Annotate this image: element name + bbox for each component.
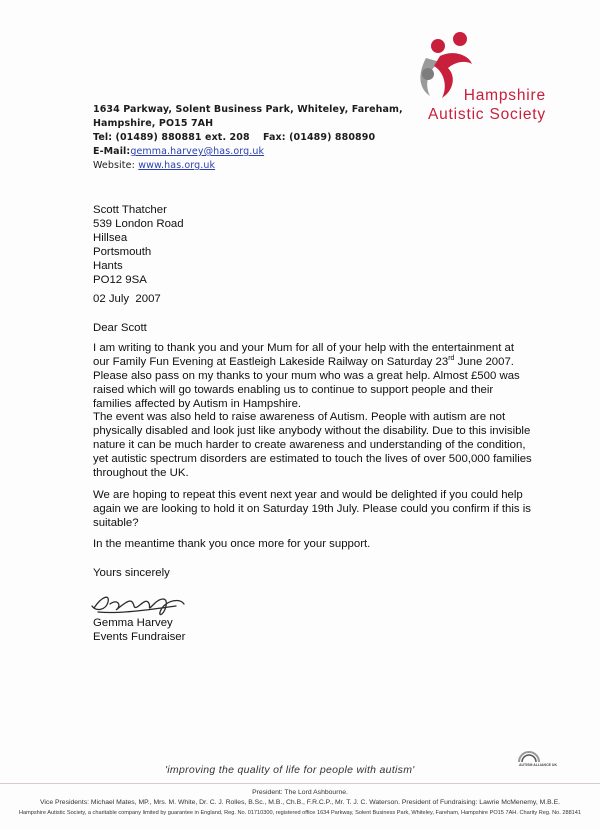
website-row <box>93 159 403 173</box>
signer-name: Gemma Harvey <box>93 617 173 629</box>
paragraph-4: In the meantime thank you once more for your support. <box>93 538 371 550</box>
email-row <box>93 145 403 159</box>
footer-divider <box>0 783 600 784</box>
fax: Fax: (01489) 880890 <box>263 132 376 143</box>
website-link[interactable]: www.has.org.uk <box>138 160 216 171</box>
telephone: Tel: (01489) 880881 ext. 208 <box>93 132 250 143</box>
closing: Yours sincerely <box>93 567 170 579</box>
email-label: E-Mail: <box>93 146 131 157</box>
organisation-name-line2: Autistic Society <box>428 106 546 123</box>
footer-president: President: The Lord Ashbourne. <box>252 789 348 796</box>
paragraph-1-part-a: I am writing to thank you and your Mum for all of your help with the entertainment at our Family Fun Evening at Eastleigh Lakeside Railway on Saturday 23 <box>93 342 515 368</box>
salutation: Dear Scott <box>93 322 147 334</box>
footer-vice-presidents: Vice Presidents: Michael Mates, MP., Mrs. M. White, Dr. C. J. Rolles, B.Sc., M.B., Ch.B., F.R.C.P., Mr. T. J. C. Waterson. President of Fundraising: Lawrie McMenemy, M.B.E. <box>40 799 560 806</box>
letter-date: 02 July 2007 <box>93 293 161 305</box>
footer-registration: Hampshire Autistic Society, a charitable company limited by guarantee in England, Reg. No. 01710300, registered office 1634 Parkway, Solent Business Park, Whiteley, Fareham, Hampshire PO15 7AH. Charity Reg. No. 288141 <box>18 810 582 816</box>
recipient-line-1: 539 London Road <box>93 218 184 230</box>
address-line-2: Hampshire, PO15 7AH <box>93 118 214 129</box>
recipient-line-2: Hillsea <box>93 232 128 244</box>
recipient-line-3: Portsmouth <box>93 246 152 258</box>
autism-alliance-label: AUTISM ALLIANCE UK <box>519 763 557 767</box>
contact-block <box>93 103 403 173</box>
signer-title: Events Fundraiser <box>93 631 186 643</box>
recipient-postcode: PO12 9SA <box>93 274 147 286</box>
signer-block <box>93 616 185 644</box>
email-link[interactable]: gemma.harvey@has.org.uk <box>130 146 265 157</box>
recipient-name: Scott Thatcher <box>93 204 167 216</box>
paragraph-1 <box>93 341 533 411</box>
paragraph-1-part-b: June 2007. Please also pass on my thanks to your mum who was a great help. Almost £500 was raised which will go towards enabling us to continue to support people and their families affected by Autism in Hampshire. <box>93 356 520 410</box>
recipient-line-4: Hants <box>93 260 123 272</box>
phone-fax-row <box>93 131 403 145</box>
paragraph-2: The event was also held to raise awareness of Autism. People with autism are not physically disabled and look just like anybody without the disability. Due to this invisible nature it can be much harder to create awareness and understanding of the condition, yet autistic spectrum disorders are estimated to touch the lives of over 500,000 families throughout the UK. <box>93 411 532 479</box>
address-line-1: 1634 Parkway, Solent Business Park, Whiteley, Fareham, <box>93 104 403 115</box>
organisation-name <box>428 86 546 124</box>
paragraph-3: We are hoping to repeat this event next year and would be delighted if you could help again we are looking to hold it on Saturday 19th July. Please could you confirm if this is suitable? <box>93 489 531 529</box>
organisation-name-line1: Hampshire <box>463 87 546 104</box>
tagline: 'improving the quality of life for people with autism' <box>165 764 415 776</box>
ordinal-suffix: rd <box>448 355 455 363</box>
website-label: Website: <box>93 160 135 171</box>
autism-alliance-logo <box>511 748 547 774</box>
recipient-address <box>93 203 184 287</box>
